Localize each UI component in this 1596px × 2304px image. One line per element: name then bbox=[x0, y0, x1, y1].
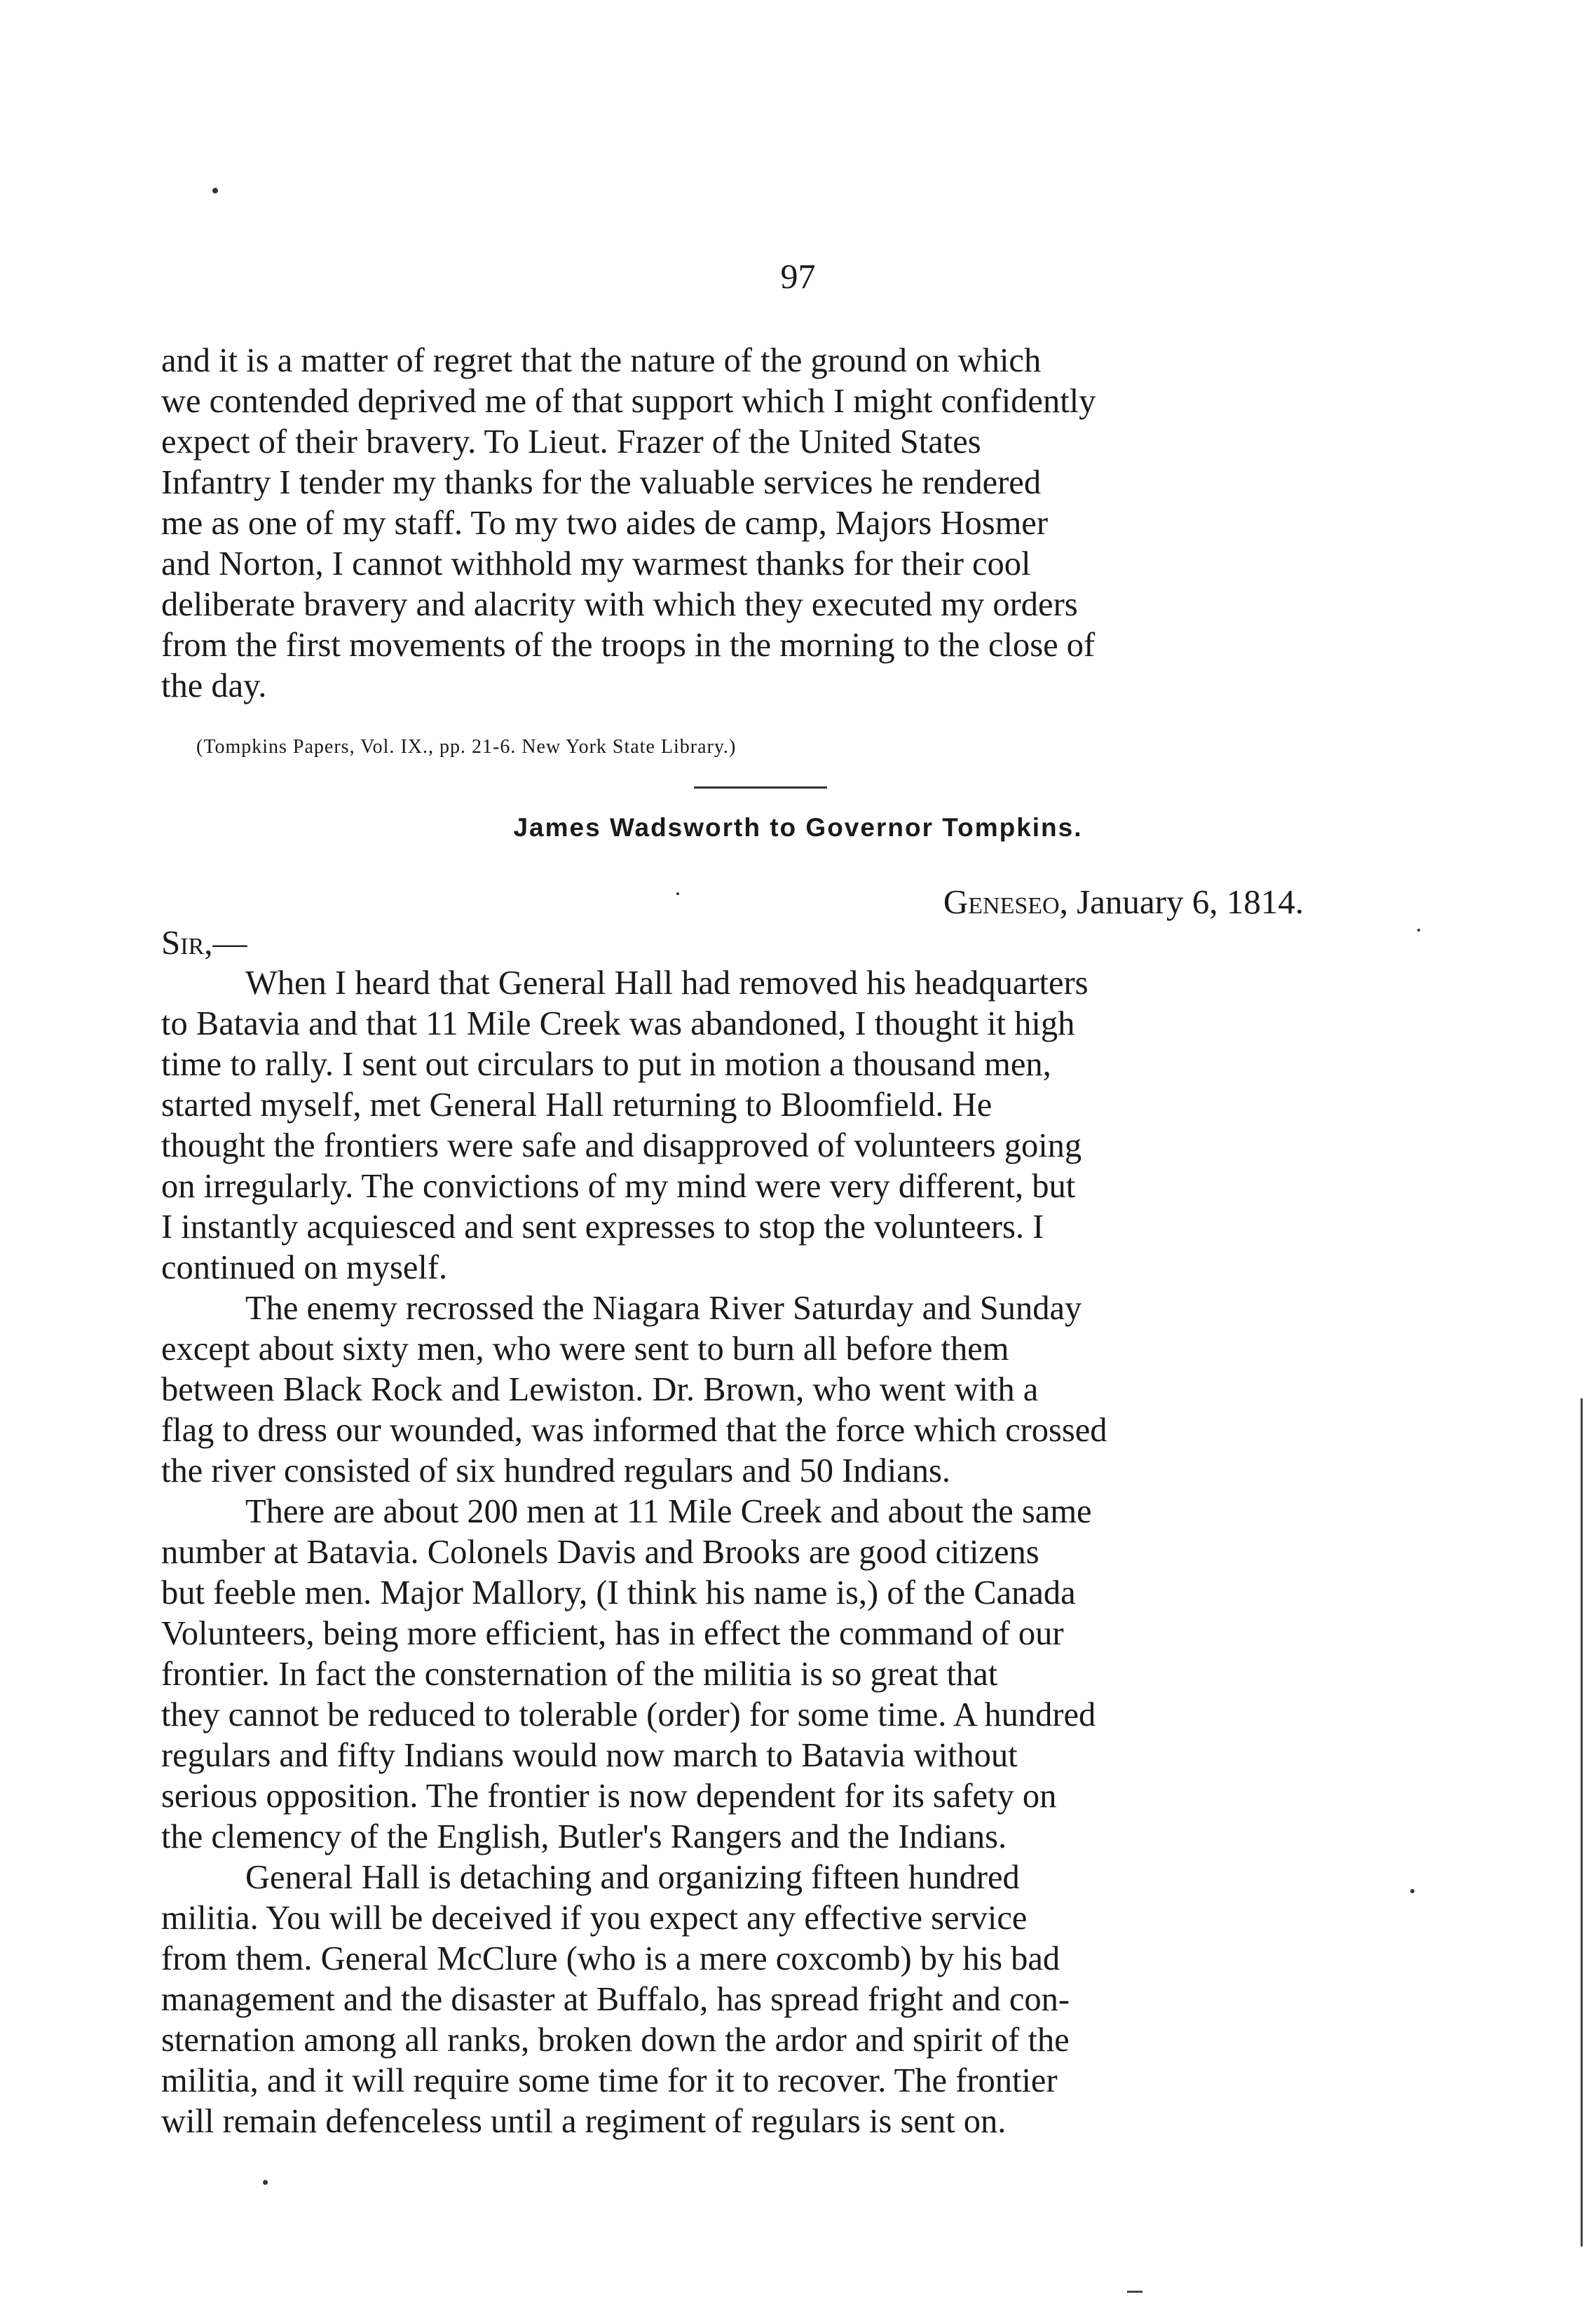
text-line: but feeble men. Major Mallory, (I think his name is,) of the Canada bbox=[161, 1574, 1076, 1611]
text-line: they cannot be reduced to tolerable (order) for some time. A hundred bbox=[161, 1696, 1096, 1733]
text-line: the river consisted of six hundred regulars and 50 Indians. bbox=[161, 1452, 950, 1490]
text-line: regulars and fifty Indians would now march to Batavia without bbox=[161, 1737, 1018, 1774]
text-line: will remain defenceless until a regiment of regulars is sent on. bbox=[161, 2103, 1007, 2140]
text-line: When I heard that General Hall had removed his headquarters bbox=[245, 964, 1089, 1002]
text-line: I instantly acquiesced and sent expresses to stop the volunteers. I bbox=[161, 1208, 1044, 1246]
text-line: me as one of my staff. To my two aides de camp, Majors Hosmer bbox=[161, 505, 1048, 542]
letter-heading: James Wadsworth to Governor Tompkins. bbox=[513, 813, 1083, 842]
text-line: There are about 200 men at 11 Mile Creek and about the same bbox=[245, 1493, 1092, 1530]
text-line: deliberate bravery and alacrity with which they executed my orders bbox=[161, 586, 1078, 623]
continuation-text bbox=[161, 341, 1370, 707]
text-line: militia, and it will require some time for it to recover. The frontier bbox=[161, 2062, 1058, 2099]
text-line: serious opposition. The frontier is now dependent for its safety on bbox=[161, 1778, 1057, 1815]
text-line: General Hall is detaching and organizing fifteen hundred bbox=[245, 1859, 1020, 1896]
section-divider bbox=[694, 786, 827, 789]
scan-speck bbox=[212, 188, 218, 193]
text-line: management and the disaster at Buffalo, has spread fright and con- bbox=[161, 1981, 1070, 2018]
letter-body bbox=[161, 963, 1370, 2142]
text-line: thought the frontiers were safe and disapproved of volunteers going bbox=[161, 1127, 1082, 1164]
scan-speck bbox=[1410, 1889, 1414, 1893]
text-line: and it is a matter of regret that the nature of the ground on which bbox=[161, 342, 1042, 379]
text-line: continued on myself. bbox=[161, 1249, 448, 1286]
page-number: 97 bbox=[780, 257, 816, 296]
scan-margin-line bbox=[1581, 1398, 1583, 2247]
scan-speck bbox=[1417, 929, 1420, 932]
text-line: from them. General McClure (who is a mere coxcomb) by his bad bbox=[161, 1940, 1060, 1977]
text-line: except about sixty men, who were sent to burn all before them bbox=[161, 1330, 1009, 1368]
text-line: on irregularly. The convictions of my mind were very different, but bbox=[161, 1168, 1076, 1205]
text-line: the clemency of the English, Butler's Rangers and the Indians. bbox=[161, 1818, 1007, 1855]
text-line: from the first movements of the troops in the morning to the close of bbox=[161, 627, 1096, 664]
text-line: militia. You will be deceived if you expect any effective service bbox=[161, 1900, 1028, 1937]
dateline-place: Geneseo bbox=[943, 882, 1060, 921]
text-line: expect of their bravery. To Lieut. Frazer of the United States bbox=[161, 423, 981, 461]
source-citation: (Tompkins Papers, Vol. IX., pp. 21-6. New York State Library.) bbox=[196, 736, 737, 758]
text-line: number at Batavia. Colonels Davis and Brooks are good citizens bbox=[161, 1534, 1039, 1571]
scan-speck bbox=[676, 892, 679, 895]
text-line: the day. bbox=[161, 667, 267, 704]
text-line: frontier. In fact the consternation of the militia is so great that bbox=[161, 1656, 998, 1693]
text-line: time to rally. I sent out circulars to put in motion a thousand men, bbox=[161, 1046, 1051, 1083]
text-line: sternation among all ranks, broken down the ardor and spirit of the bbox=[161, 2022, 1070, 2059]
text-line: Infantry I tender my thanks for the valuable services he rendered bbox=[161, 464, 1042, 501]
text-line: started myself, met General Hall returning to Bloomfield. He bbox=[161, 1086, 993, 1124]
dateline bbox=[771, 882, 1304, 922]
text-line: The enemy recrossed the Niagara River Saturday and Sunday bbox=[245, 1290, 1082, 1327]
text-line: between Black Rock and Lewiston. Dr. Brown, who went with a bbox=[161, 1371, 1039, 1408]
scan-margin-line bbox=[1127, 2291, 1143, 2293]
text-line: Volunteers, being more efficient, has in effect the command of our bbox=[161, 1615, 1064, 1652]
scan-speck bbox=[263, 2180, 268, 2185]
text-line: we contended deprived me of that support which I might confidently bbox=[161, 383, 1096, 420]
dateline-date: , January 6, 1814. bbox=[1059, 882, 1304, 921]
text-line: flag to dress our wounded, was informed that the force which crossed bbox=[161, 1412, 1107, 1449]
salutation: Sir,— bbox=[161, 923, 247, 962]
text-line: to Batavia and that 11 Mile Creek was abandoned, I thought it high bbox=[161, 1005, 1075, 1042]
text-line: and Norton, I cannot withhold my warmest thanks for their cool bbox=[161, 545, 1031, 582]
